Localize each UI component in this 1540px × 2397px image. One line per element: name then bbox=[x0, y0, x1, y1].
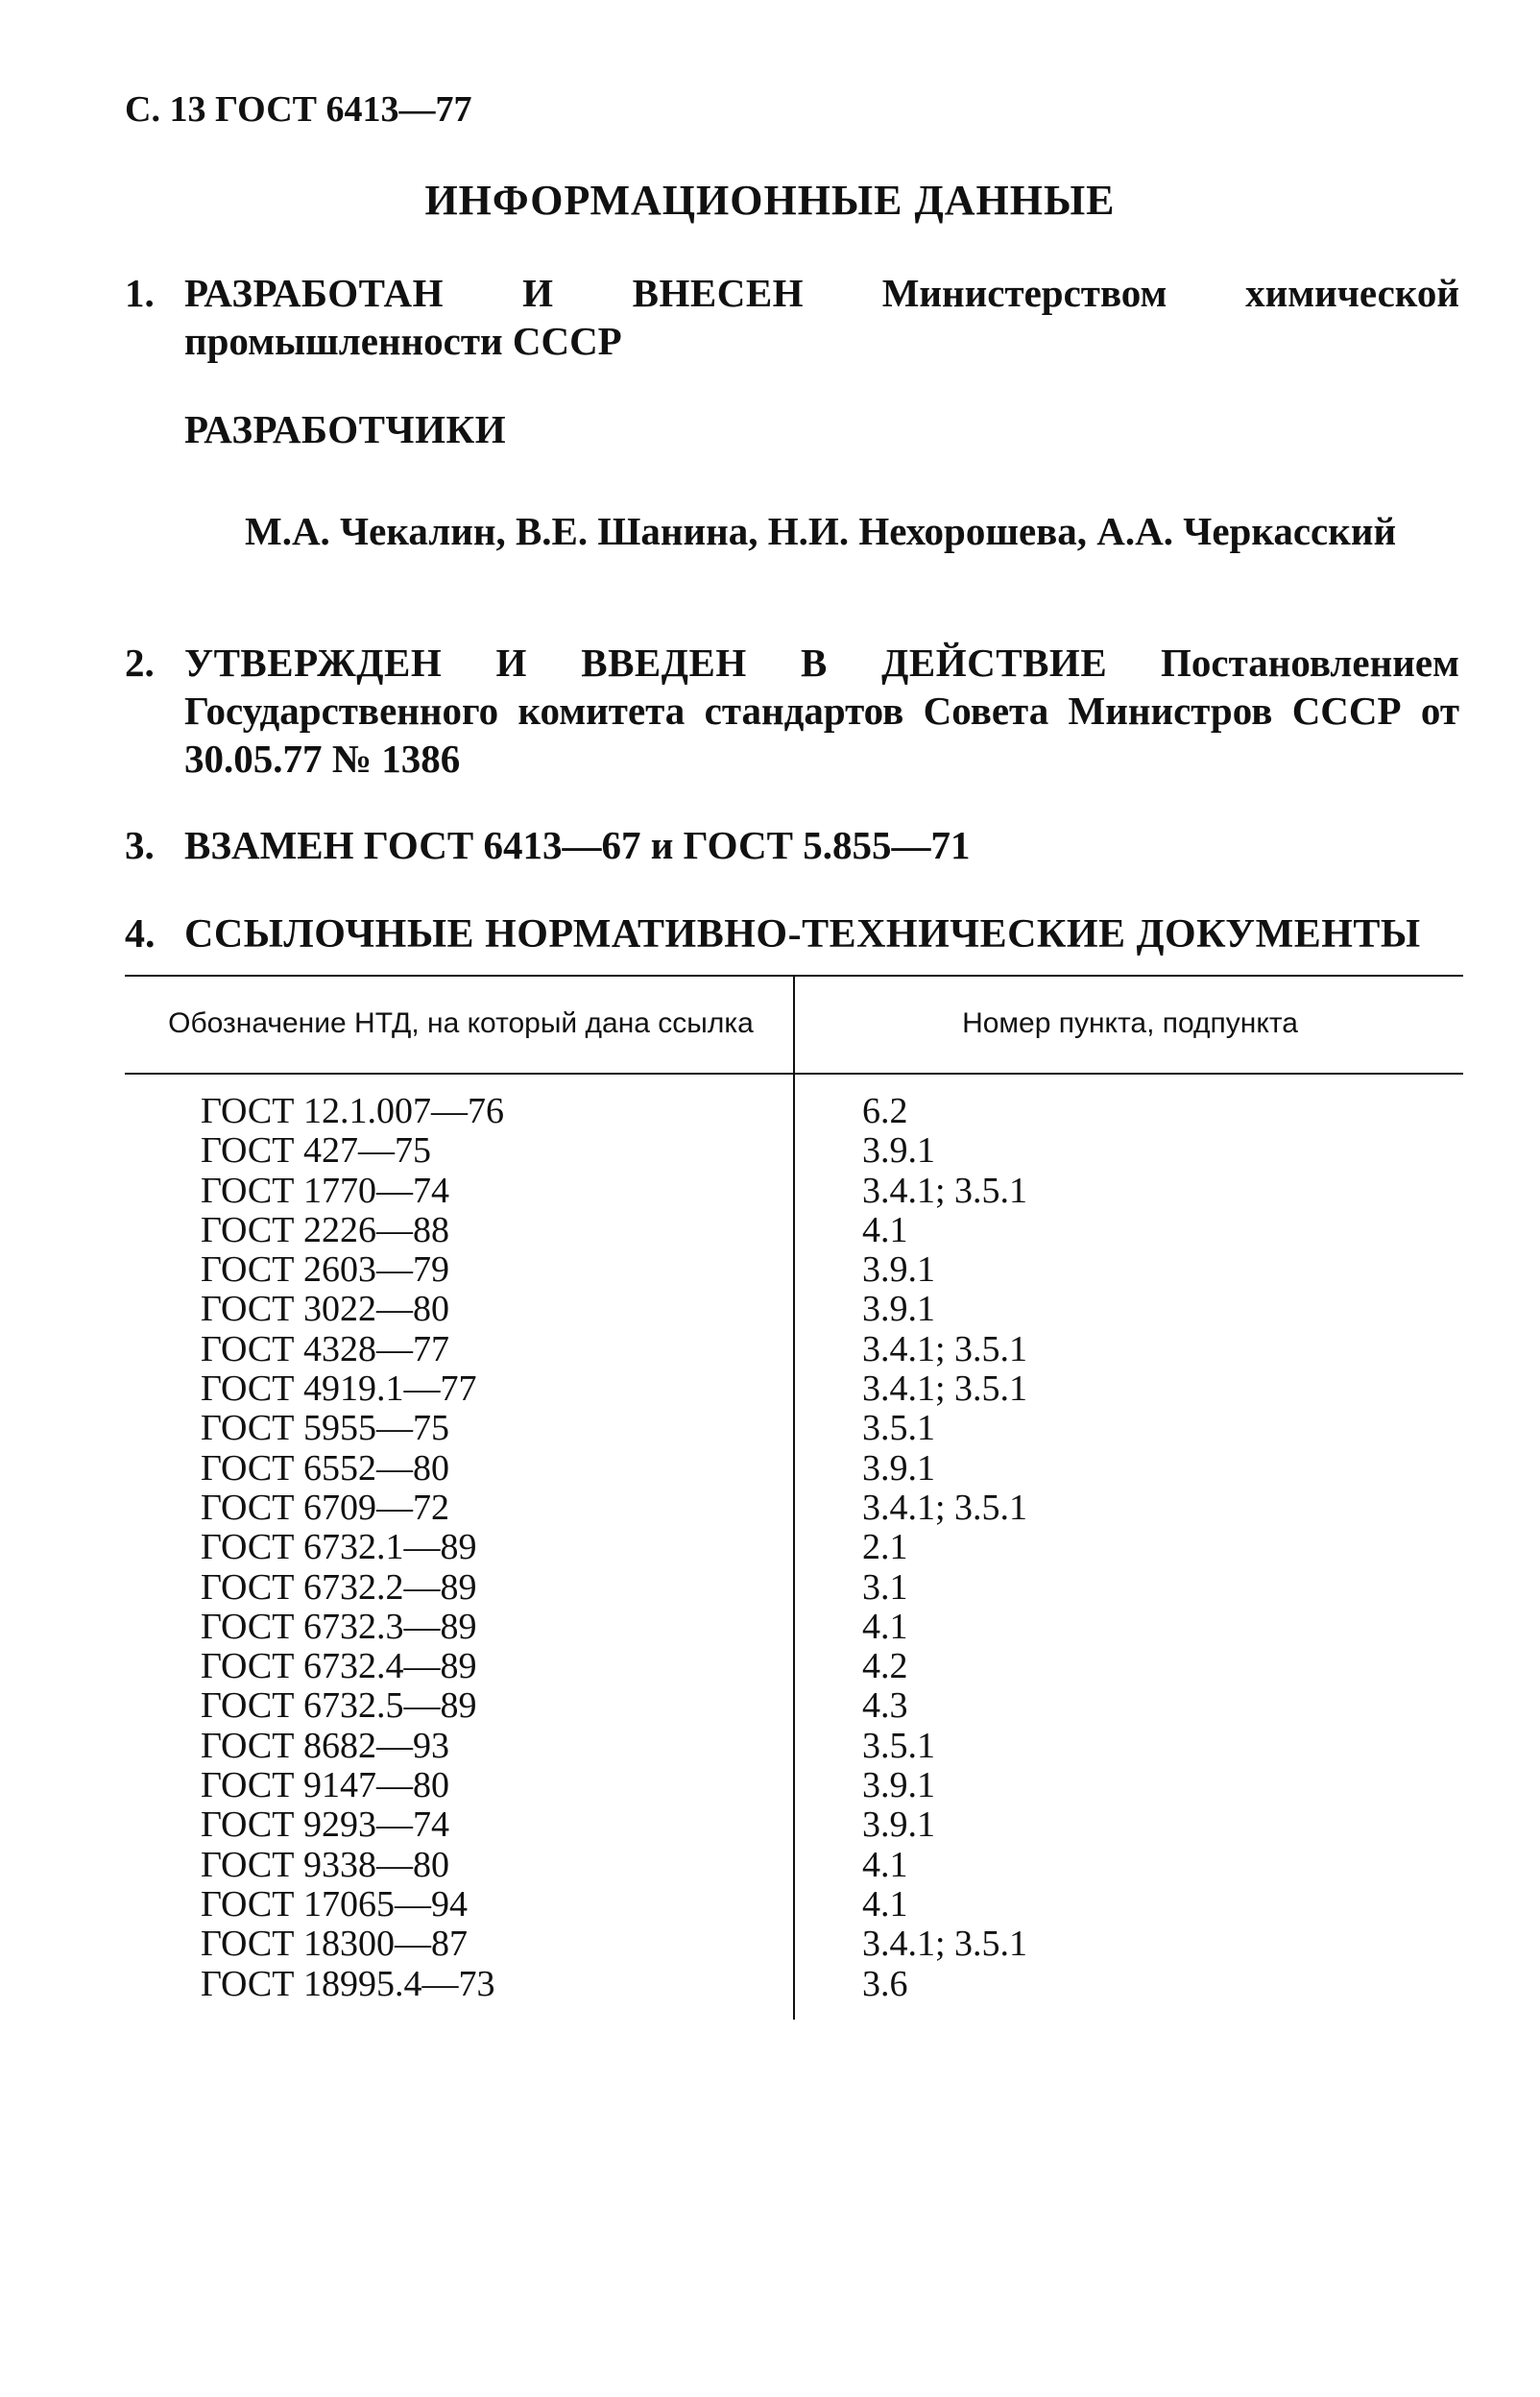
doc-designation: ГОСТ 6732.3—89 bbox=[201, 1606, 477, 1647]
table-row bbox=[125, 1965, 1463, 2004]
table-row bbox=[125, 1409, 1463, 1448]
clause-number: 6.2 bbox=[862, 1091, 908, 1131]
clause-number: 3.4.1; 3.5.1 bbox=[862, 1170, 1028, 1211]
doc-designation: ГОСТ 12.1.007—76 bbox=[201, 1091, 504, 1131]
info-item-1 bbox=[125, 269, 1459, 365]
clause-number: 4.2 bbox=[862, 1646, 908, 1687]
doc-designation: ГОСТ 4919.1—77 bbox=[201, 1368, 477, 1410]
doc-designation: ГОСТ 1770—74 bbox=[201, 1170, 449, 1211]
table-row bbox=[125, 1092, 1463, 1131]
table-row bbox=[125, 1647, 1463, 1686]
doc-designation: ГОСТ 2603—79 bbox=[201, 1249, 449, 1291]
item-text: Министерством химической промышленности СССР bbox=[184, 271, 1459, 363]
developers-heading: РАЗРАБОТЧИКИ bbox=[184, 407, 507, 451]
table-row bbox=[125, 1489, 1463, 1528]
clause-number: 3.4.1; 3.5.1 bbox=[862, 1924, 1028, 1965]
item-lead: РАЗРАБОТАН И ВНЕСЕН bbox=[184, 271, 805, 315]
table-row bbox=[125, 1211, 1463, 1250]
info-item-2 bbox=[125, 639, 1459, 783]
table-row bbox=[125, 1369, 1463, 1409]
doc-designation: ГОСТ 9293—74 bbox=[201, 1804, 449, 1846]
table-row bbox=[125, 1766, 1463, 1805]
clause-number: 3.4.1; 3.5.1 bbox=[862, 1368, 1028, 1410]
item-body bbox=[184, 910, 1459, 958]
item-body bbox=[184, 639, 1459, 783]
doc-designation: ГОСТ 3022—80 bbox=[201, 1289, 449, 1330]
clause-number: 4.1 bbox=[862, 1883, 908, 1925]
doc-designation: ГОСТ 9147—80 bbox=[201, 1765, 449, 1806]
item-text: ССЫЛОЧНЫЕ НОРМАТИВНО-ТЕХНИЧЕСКИЕ ДОКУМЕНТЫ bbox=[184, 912, 1421, 956]
doc-designation: ГОСТ 5955—75 bbox=[201, 1408, 449, 1449]
doc-designation: ГОСТ 9338—80 bbox=[201, 1844, 449, 1885]
running-head: С. 13 ГОСТ 6413—77 bbox=[125, 89, 472, 130]
doc-designation: ГОСТ 427—75 bbox=[201, 1130, 431, 1172]
clause-number: 3.5.1 bbox=[862, 1725, 935, 1766]
clause-number: 3.5.1 bbox=[862, 1408, 935, 1449]
table-row bbox=[125, 1568, 1463, 1608]
table-row bbox=[125, 1805, 1463, 1845]
doc-designation: ГОСТ 6732.5—89 bbox=[201, 1685, 477, 1727]
clause-number: 3.9.1 bbox=[862, 1249, 935, 1291]
table-header-clause: Номер пункта, подпункта bbox=[962, 1007, 1298, 1039]
doc-designation: ГОСТ 6732.1—89 bbox=[201, 1527, 477, 1568]
clause-number: 4.1 bbox=[862, 1209, 908, 1250]
table-row bbox=[125, 1250, 1463, 1290]
table-row bbox=[125, 1131, 1463, 1171]
clause-number: 4.1 bbox=[862, 1844, 908, 1885]
table-row bbox=[125, 1172, 1463, 1211]
doc-designation: ГОСТ 6732.2—89 bbox=[201, 1566, 477, 1608]
item-number: 3. bbox=[125, 823, 155, 867]
table-row bbox=[125, 1686, 1463, 1726]
doc-designation: ГОСТ 8682—93 bbox=[201, 1725, 449, 1766]
doc-designation: ГОСТ 18995.4—73 bbox=[201, 1963, 495, 2004]
clause-number: 3.9.1 bbox=[862, 1447, 935, 1489]
item-number: 4. bbox=[125, 912, 156, 956]
item-body bbox=[184, 821, 1459, 869]
item-number: 1. bbox=[125, 271, 155, 315]
clause-number: 3.9.1 bbox=[862, 1804, 935, 1846]
doc-designation: ГОСТ 6709—72 bbox=[201, 1487, 449, 1528]
table-row bbox=[125, 1727, 1463, 1766]
clause-number: 3.9.1 bbox=[862, 1289, 935, 1330]
table-row bbox=[125, 1846, 1463, 1885]
developers-names: М.А. Чекалин, В.Е. Шанина, Н.И. Нехорошева, А.А. Черкасский bbox=[245, 509, 1397, 553]
table-body bbox=[125, 1092, 1463, 2004]
doc-designation: ГОСТ 2226—88 bbox=[201, 1209, 449, 1250]
clause-number: 3.6 bbox=[862, 1963, 908, 2004]
item-lead: УТВЕРЖДЕН И ВВЕДЕН В ДЕЙСТВИЕ bbox=[184, 641, 1108, 685]
doc-designation: ГОСТ 6732.4—89 bbox=[201, 1646, 477, 1687]
table-row bbox=[125, 1330, 1463, 1369]
clause-number: 4.1 bbox=[862, 1606, 908, 1647]
clause-number: 3.4.1; 3.5.1 bbox=[862, 1328, 1028, 1369]
item-number: 2. bbox=[125, 641, 155, 685]
info-item-3 bbox=[125, 821, 1459, 869]
clause-number: 3.1 bbox=[862, 1566, 908, 1608]
clause-number: 3.9.1 bbox=[862, 1130, 935, 1172]
item-body bbox=[184, 269, 1459, 365]
item-text: Постановлением Государственного комитета стандартов Совета Министров СССР от 30.05.77 № 1386 bbox=[184, 641, 1459, 781]
table-row bbox=[125, 1608, 1463, 1647]
reference-documents-table bbox=[125, 975, 1463, 2020]
doc-designation: ГОСТ 17065—94 bbox=[201, 1883, 468, 1925]
item-text: ВЗАМЕН ГОСТ 6413—67 и ГОСТ 5.855—71 bbox=[184, 823, 971, 867]
table-row bbox=[125, 1449, 1463, 1489]
table-header-document: Обозначение НТД, на который дана ссылка bbox=[168, 1007, 754, 1039]
doc-designation: ГОСТ 4328—77 bbox=[201, 1328, 449, 1369]
info-item-4 bbox=[125, 910, 1459, 958]
doc-designation: ГОСТ 6552—80 bbox=[201, 1447, 449, 1489]
table-row bbox=[125, 1925, 1463, 1964]
table-row bbox=[125, 1290, 1463, 1329]
clause-number: 3.9.1 bbox=[862, 1765, 935, 1806]
doc-designation: ГОСТ 18300—87 bbox=[201, 1924, 468, 1965]
table-row bbox=[125, 1528, 1463, 1567]
clause-number: 3.4.1; 3.5.1 bbox=[862, 1487, 1028, 1528]
page-title: ИНФОРМАЦИОННЫЕ ДАННЫЕ bbox=[424, 177, 1116, 224]
clause-number: 4.3 bbox=[862, 1685, 908, 1727]
clause-number: 2.1 bbox=[862, 1527, 908, 1568]
table-row bbox=[125, 1885, 1463, 1925]
